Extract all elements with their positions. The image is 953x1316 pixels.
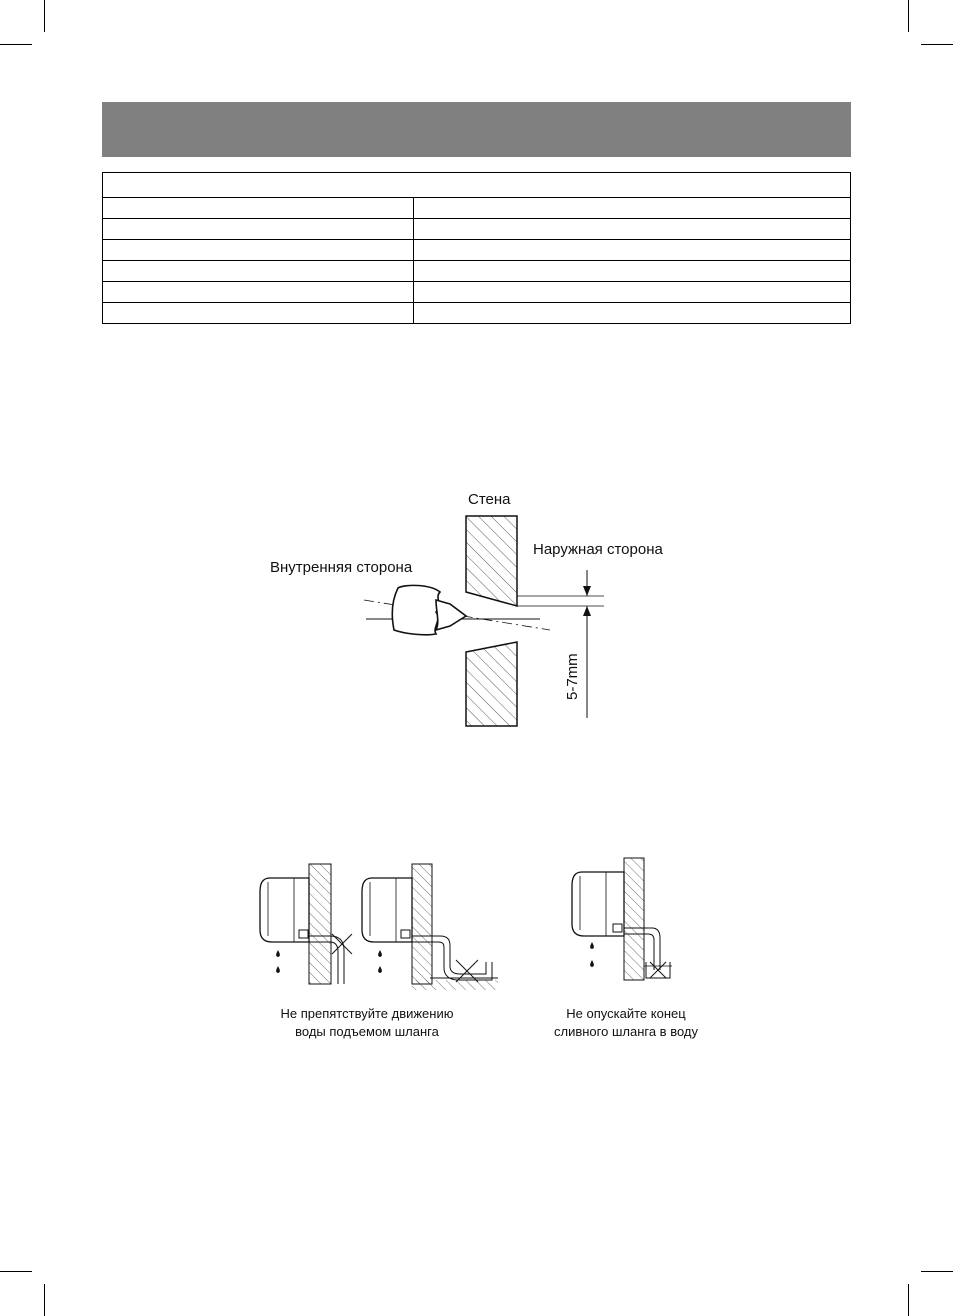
caption-left-line1: Не препятствуйте движению <box>280 1006 454 1021</box>
caption-right-line1: Не опускайте конец <box>566 1006 686 1021</box>
outside-label: Наружная сторона <box>533 541 663 558</box>
inside-label: Внутренняя сторона <box>270 559 413 576</box>
water-drop-icon <box>590 942 594 949</box>
wall-section <box>412 864 432 984</box>
caption-left-line2: воды подъемом шланга <box>295 1024 439 1039</box>
wall-section <box>309 864 331 984</box>
water-drop-icon <box>590 960 594 967</box>
dimension-label: 5-7mm <box>564 653 581 700</box>
caption-right-line2: сливного шланга в воду <box>554 1024 698 1039</box>
water-drop-icon <box>276 950 280 957</box>
water-drop-icon <box>378 950 382 957</box>
indoor-unit <box>260 878 309 942</box>
indoor-unit <box>362 878 412 942</box>
water-drop-icon <box>378 966 382 973</box>
wall-section <box>624 858 644 980</box>
wall-label: Стена <box>468 491 511 508</box>
floor-section <box>412 980 498 990</box>
water-drop-icon <box>276 966 280 973</box>
